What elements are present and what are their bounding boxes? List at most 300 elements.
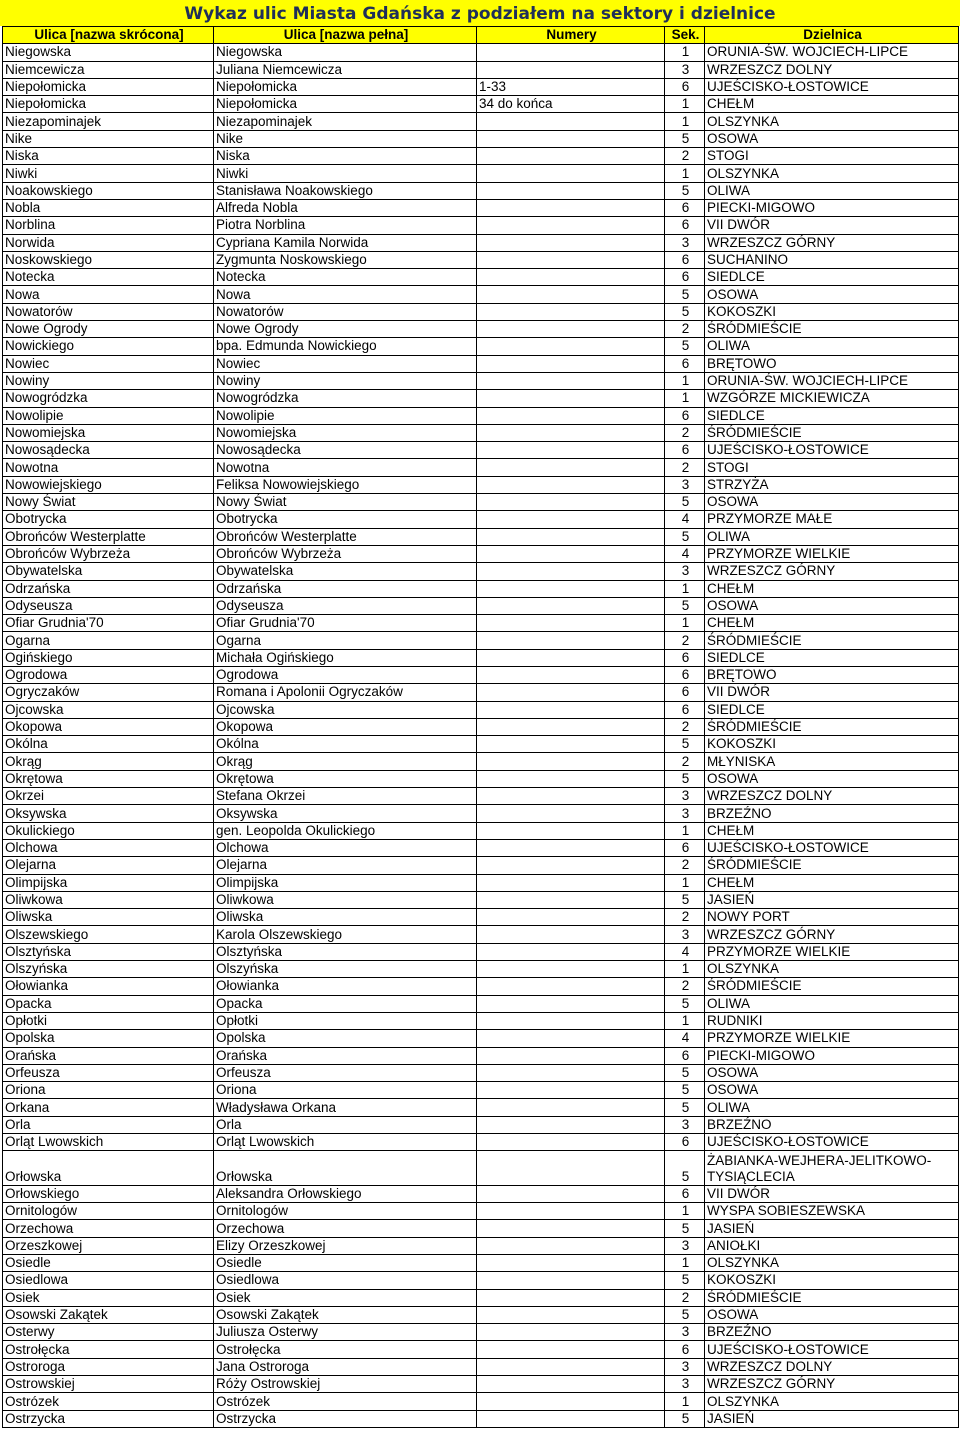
table-row xyxy=(3,1324,959,1341)
sector-number: 3 xyxy=(665,1358,705,1375)
street-short-name: Orkana xyxy=(3,1099,214,1116)
street-short-name: Nowogródzka xyxy=(3,390,214,407)
table-row xyxy=(3,978,959,995)
sector-number: 5 xyxy=(665,1064,705,1081)
street-full-name: Ogarna xyxy=(214,632,477,649)
street-short-name: Niegowska xyxy=(3,44,214,61)
house-numbers xyxy=(477,1410,665,1427)
table-row xyxy=(3,476,959,493)
street-full-name: gen. Leopolda Okulickiego xyxy=(214,822,477,839)
street-short-name: Ostrózek xyxy=(3,1393,214,1410)
table-row xyxy=(3,961,959,978)
street-short-name: Niska xyxy=(3,148,214,165)
house-numbers xyxy=(477,1393,665,1410)
street-full-name: Orłowska xyxy=(214,1151,477,1186)
table-row xyxy=(3,1410,959,1427)
district-name: OSOWA xyxy=(705,286,959,303)
house-numbers xyxy=(477,822,665,839)
district-name: ŚRÓDMIEŚCIE xyxy=(705,1289,959,1306)
table-row xyxy=(3,615,959,632)
street-full-name: Władysława Orkana xyxy=(214,1099,477,1116)
district-name: WRZESZCZ DOLNY xyxy=(705,788,959,805)
district-name: UJEŚCISKO-ŁOSTOWICE xyxy=(705,1134,959,1151)
street-short-name: Nowiny xyxy=(3,372,214,389)
street-short-name: Orłowskiego xyxy=(3,1185,214,1202)
sector-number: 2 xyxy=(665,148,705,165)
page-title: Wykaz ulic Miasta Gdańska z podziałem na sektory i dzielnice xyxy=(0,0,960,26)
street-short-name: Oriona xyxy=(3,1082,214,1099)
sector-number: 6 xyxy=(665,1341,705,1358)
sector-number: 6 xyxy=(665,269,705,286)
sector-number: 2 xyxy=(665,978,705,995)
street-full-name: Nowiny xyxy=(214,372,477,389)
house-numbers xyxy=(477,113,665,130)
district-name: OSOWA xyxy=(705,494,959,511)
street-full-name: Nowogródzka xyxy=(214,390,477,407)
house-numbers xyxy=(477,1116,665,1133)
sector-number: 5 xyxy=(665,736,705,753)
street-short-name: Okulickiego xyxy=(3,822,214,839)
sector-number: 1 xyxy=(665,961,705,978)
house-numbers xyxy=(477,338,665,355)
sector-number: 2 xyxy=(665,1289,705,1306)
sector-number: 2 xyxy=(665,459,705,476)
table-row xyxy=(3,822,959,839)
street-short-name: Ogarna xyxy=(3,632,214,649)
sector-number: 5 xyxy=(665,1220,705,1237)
district-name: CHEŁM xyxy=(705,96,959,113)
street-full-name: Ogrodowa xyxy=(214,666,477,683)
house-numbers xyxy=(477,1289,665,1306)
house-numbers xyxy=(477,1047,665,1064)
street-full-name: Notecka xyxy=(214,269,477,286)
sector-number: 6 xyxy=(665,217,705,234)
sector-number: 3 xyxy=(665,61,705,78)
district-name: OLIWA xyxy=(705,528,959,545)
district-name: PRZYMORZE MAŁE xyxy=(705,511,959,528)
sector-number: 6 xyxy=(665,407,705,424)
street-short-name: Obrońców Wybrzeża xyxy=(3,545,214,562)
street-full-name: bpa. Edmunda Nowickiego xyxy=(214,338,477,355)
table-row xyxy=(3,1254,959,1271)
district-name: ORUNIA-ŚW. WOJCIECH-LIPCE xyxy=(705,372,959,389)
sector-number: 5 xyxy=(665,1272,705,1289)
table-row xyxy=(3,182,959,199)
sector-number: 1 xyxy=(665,822,705,839)
district-name: STOGI xyxy=(705,459,959,476)
sector-number: 5 xyxy=(665,597,705,614)
district-name: PRZYMORZE WIELKIE xyxy=(705,545,959,562)
table-row xyxy=(3,874,959,891)
table-row xyxy=(3,528,959,545)
table-row xyxy=(3,1151,959,1186)
header-district: Dzielnica xyxy=(705,27,959,44)
district-name: OSOWA xyxy=(705,1306,959,1323)
street-short-name: Olszewskiego xyxy=(3,926,214,943)
street-full-name: Orląt Lwowskich xyxy=(214,1134,477,1151)
street-full-name: Ostrzycka xyxy=(214,1410,477,1427)
table-row xyxy=(3,321,959,338)
street-full-name: Nowe Ogrody xyxy=(214,321,477,338)
district-name: OLIWA xyxy=(705,995,959,1012)
street-short-name: Ogryczaków xyxy=(3,684,214,701)
sector-number: 3 xyxy=(665,1116,705,1133)
table-row xyxy=(3,891,959,908)
house-numbers xyxy=(477,321,665,338)
district-name: WRZESZCZ DOLNY xyxy=(705,61,959,78)
house-numbers xyxy=(477,494,665,511)
house-numbers xyxy=(477,563,665,580)
street-short-name: Ofiar Grudnia'70 xyxy=(3,615,214,632)
street-full-name: Niezapominajek xyxy=(214,113,477,130)
table-row xyxy=(3,44,959,61)
district-name: WRZESZCZ GÓRNY xyxy=(705,1376,959,1393)
street-short-name: Ogińskiego xyxy=(3,649,214,666)
house-numbers xyxy=(477,1306,665,1323)
house-numbers xyxy=(477,805,665,822)
street-short-name: Nowomiejska xyxy=(3,424,214,441)
street-short-name: Osiek xyxy=(3,1289,214,1306)
street-full-name: Nowomiejska xyxy=(214,424,477,441)
house-numbers xyxy=(477,995,665,1012)
district-name: OLSZYNKA xyxy=(705,961,959,978)
house-numbers xyxy=(477,961,665,978)
street-full-name: Okólna xyxy=(214,736,477,753)
street-short-name: Noskowskiego xyxy=(3,251,214,268)
sector-number: 6 xyxy=(665,684,705,701)
table-row xyxy=(3,355,959,372)
district-name: BRZEŹNO xyxy=(705,1324,959,1341)
district-name: STOGI xyxy=(705,148,959,165)
street-full-name: Niwki xyxy=(214,165,477,182)
house-numbers xyxy=(477,1254,665,1271)
table-row xyxy=(3,1099,959,1116)
district-name: MŁYNISKA xyxy=(705,753,959,770)
street-short-name: Nobla xyxy=(3,199,214,216)
district-name: KOKOSZKI xyxy=(705,303,959,320)
district-name: KOKOSZKI xyxy=(705,1272,959,1289)
district-name: VII DWÓR xyxy=(705,684,959,701)
table-row xyxy=(3,1012,959,1029)
sector-number: 2 xyxy=(665,909,705,926)
house-numbers xyxy=(477,684,665,701)
house-numbers xyxy=(477,857,665,874)
street-full-name: Obrońców Wybrzeża xyxy=(214,545,477,562)
house-numbers xyxy=(477,1099,665,1116)
sector-number: 2 xyxy=(665,321,705,338)
street-full-name: Okopowa xyxy=(214,718,477,735)
house-numbers xyxy=(477,269,665,286)
sector-number: 2 xyxy=(665,632,705,649)
table-row xyxy=(3,926,959,943)
district-name: JASIEŃ xyxy=(705,1220,959,1237)
sector-number: 1 xyxy=(665,615,705,632)
table-row xyxy=(3,563,959,580)
district-name: CHEŁM xyxy=(705,580,959,597)
district-name: ŻABIANKA-WEJHERA-JELITKOWO-TYSIĄCLECIA xyxy=(705,1151,959,1186)
street-full-name: Odrzańska xyxy=(214,580,477,597)
house-numbers xyxy=(477,666,665,683)
house-numbers xyxy=(477,355,665,372)
table-row xyxy=(3,338,959,355)
street-full-name: Opacka xyxy=(214,995,477,1012)
sector-number: 5 xyxy=(665,303,705,320)
sector-number: 5 xyxy=(665,1082,705,1099)
sector-number: 1 xyxy=(665,372,705,389)
header-numbers: Numery xyxy=(477,27,665,44)
street-full-name: Olchowa xyxy=(214,839,477,856)
street-full-name: Oksywska xyxy=(214,805,477,822)
table-row xyxy=(3,390,959,407)
street-short-name: Norwida xyxy=(3,234,214,251)
house-numbers xyxy=(477,1151,665,1186)
district-name: WRZESZCZ GÓRNY xyxy=(705,926,959,943)
sector-number: 2 xyxy=(665,753,705,770)
table-row xyxy=(3,597,959,614)
sector-number: 6 xyxy=(665,199,705,216)
street-short-name: Okólna xyxy=(3,736,214,753)
sector-number: 1 xyxy=(665,165,705,182)
street-short-name: Ostrołęcka xyxy=(3,1341,214,1358)
sector-number: 1 xyxy=(665,1203,705,1220)
sector-number: 1 xyxy=(665,390,705,407)
house-numbers xyxy=(477,1358,665,1375)
district-name: OSOWA xyxy=(705,1082,959,1099)
street-short-name: Ornitologów xyxy=(3,1203,214,1220)
street-short-name: Orfeusza xyxy=(3,1064,214,1081)
table-row xyxy=(3,1030,959,1047)
street-short-name: Nowy Świat xyxy=(3,494,214,511)
header-full-name: Ulica [nazwa pełna] xyxy=(214,27,477,44)
house-numbers xyxy=(477,251,665,268)
house-numbers xyxy=(477,1064,665,1081)
street-short-name: Orłowska xyxy=(3,1151,214,1186)
table-row xyxy=(3,1082,959,1099)
table-row xyxy=(3,286,959,303)
street-short-name: Notecka xyxy=(3,269,214,286)
table-row xyxy=(3,995,959,1012)
house-numbers xyxy=(477,407,665,424)
street-full-name: Nowiec xyxy=(214,355,477,372)
table-row xyxy=(3,459,959,476)
table-row xyxy=(3,96,959,113)
table-row xyxy=(3,1358,959,1375)
street-short-name: Opłotki xyxy=(3,1012,214,1029)
district-name: SIEDLCE xyxy=(705,407,959,424)
street-full-name: Romana i Apolonii Ogryczaków xyxy=(214,684,477,701)
table-row xyxy=(3,372,959,389)
street-short-name: Osiedle xyxy=(3,1254,214,1271)
district-name: OLIWA xyxy=(705,338,959,355)
district-name: OLSZYNKA xyxy=(705,165,959,182)
table-row xyxy=(3,113,959,130)
table-row xyxy=(3,1306,959,1323)
street-short-name: Nowotna xyxy=(3,459,214,476)
street-full-name: Nowosądecka xyxy=(214,442,477,459)
street-full-name: Orzechowa xyxy=(214,1220,477,1237)
street-full-name: Nowy Świat xyxy=(214,494,477,511)
street-full-name: Nike xyxy=(214,130,477,147)
table-row xyxy=(3,1064,959,1081)
house-numbers xyxy=(477,978,665,995)
street-full-name: Orfeusza xyxy=(214,1064,477,1081)
street-short-name: Opolska xyxy=(3,1030,214,1047)
street-full-name: Orla xyxy=(214,1116,477,1133)
street-full-name: Orańska xyxy=(214,1047,477,1064)
district-name: VII DWÓR xyxy=(705,1185,959,1202)
street-short-name: Nowe Ogrody xyxy=(3,321,214,338)
house-numbers xyxy=(477,891,665,908)
street-full-name: Jana Ostroroga xyxy=(214,1358,477,1375)
sector-number: 5 xyxy=(665,1151,705,1186)
street-full-name: Ołowianka xyxy=(214,978,477,995)
street-short-name: Oliwkowa xyxy=(3,891,214,908)
district-name: BRZEŹNO xyxy=(705,805,959,822)
district-name: JASIEŃ xyxy=(705,1410,959,1427)
district-name: CHEŁM xyxy=(705,822,959,839)
sector-number: 5 xyxy=(665,1410,705,1427)
street-short-name: Orląt Lwowskich xyxy=(3,1134,214,1151)
house-numbers xyxy=(477,459,665,476)
sector-number: 6 xyxy=(665,251,705,268)
sector-number: 1 xyxy=(665,1393,705,1410)
district-name: UJEŚCISKO-ŁOSTOWICE xyxy=(705,1341,959,1358)
sector-number: 1 xyxy=(665,1012,705,1029)
sector-number: 6 xyxy=(665,649,705,666)
street-full-name: Ostrózek xyxy=(214,1393,477,1410)
sector-number: 2 xyxy=(665,424,705,441)
street-full-name: Olsztyńska xyxy=(214,943,477,960)
street-full-name: Niepołomicka xyxy=(214,96,477,113)
sector-number: 5 xyxy=(665,182,705,199)
district-name: WZGÓRZE MICKIEWICZA xyxy=(705,390,959,407)
house-numbers xyxy=(477,788,665,805)
district-name: OLSZYNKA xyxy=(705,1254,959,1271)
street-short-name: Obotrycka xyxy=(3,511,214,528)
street-short-name: Norblina xyxy=(3,217,214,234)
header-short-name: Ulica [nazwa skrócona] xyxy=(3,27,214,44)
house-numbers xyxy=(477,130,665,147)
table-row xyxy=(3,1203,959,1220)
table-row xyxy=(3,580,959,597)
house-numbers xyxy=(477,528,665,545)
sector-number: 3 xyxy=(665,926,705,943)
table-row xyxy=(3,165,959,182)
street-full-name: Olejarna xyxy=(214,857,477,874)
district-name: OLIWA xyxy=(705,182,959,199)
table-row xyxy=(3,494,959,511)
district-name: BRĘTOWO xyxy=(705,666,959,683)
street-short-name: Osiedlowa xyxy=(3,1272,214,1289)
sector-number: 5 xyxy=(665,891,705,908)
district-name: OSOWA xyxy=(705,770,959,787)
sector-number: 5 xyxy=(665,286,705,303)
street-full-name: Cypriana Kamila Norwida xyxy=(214,234,477,251)
sector-number: 6 xyxy=(665,839,705,856)
house-numbers: 34 do końca xyxy=(477,96,665,113)
sector-number: 5 xyxy=(665,528,705,545)
street-full-name: Ojcowska xyxy=(214,701,477,718)
table-row xyxy=(3,632,959,649)
house-numbers xyxy=(477,511,665,528)
street-full-name: Feliksa Nowowiejskiego xyxy=(214,476,477,493)
sector-number: 1 xyxy=(665,1254,705,1271)
street-short-name: Noakowskiego xyxy=(3,182,214,199)
table-row xyxy=(3,545,959,562)
district-name: WRZESZCZ DOLNY xyxy=(705,1358,959,1375)
table-row xyxy=(3,1393,959,1410)
street-full-name: Niska xyxy=(214,148,477,165)
house-numbers xyxy=(477,199,665,216)
table-row xyxy=(3,61,959,78)
street-short-name: Odyseusza xyxy=(3,597,214,614)
sector-number: 1 xyxy=(665,874,705,891)
sector-number: 6 xyxy=(665,442,705,459)
street-short-name: Ojcowska xyxy=(3,701,214,718)
district-name: WYSPA SOBIESZEWSKA xyxy=(705,1203,959,1220)
street-full-name: Opłotki xyxy=(214,1012,477,1029)
street-full-name: Ofiar Grudnia'70 xyxy=(214,615,477,632)
street-short-name: Ostrowskiej xyxy=(3,1376,214,1393)
street-full-name: Piotra Norblina xyxy=(214,217,477,234)
street-short-name: Osterwy xyxy=(3,1324,214,1341)
street-full-name: Okrąg xyxy=(214,753,477,770)
house-numbers xyxy=(477,234,665,251)
street-short-name: Orzechowa xyxy=(3,1220,214,1237)
house-numbers xyxy=(477,1012,665,1029)
street-full-name: Ornitologów xyxy=(214,1203,477,1220)
table-row xyxy=(3,251,959,268)
house-numbers xyxy=(477,390,665,407)
street-short-name: Okrzei xyxy=(3,788,214,805)
district-name: UJEŚCISKO-ŁOSTOWICE xyxy=(705,839,959,856)
house-numbers xyxy=(477,718,665,735)
street-short-name: Okrętowa xyxy=(3,770,214,787)
house-numbers xyxy=(477,580,665,597)
house-numbers xyxy=(477,597,665,614)
sector-number: 4 xyxy=(665,943,705,960)
house-numbers xyxy=(477,615,665,632)
district-name: CHEŁM xyxy=(705,874,959,891)
table-row xyxy=(3,511,959,528)
district-name: ORUNIA-ŚW. WOJCIECH-LIPCE xyxy=(705,44,959,61)
house-numbers xyxy=(477,44,665,61)
street-short-name: Orla xyxy=(3,1116,214,1133)
street-full-name: Juliusza Osterwy xyxy=(214,1324,477,1341)
table-row xyxy=(3,407,959,424)
street-full-name: Obywatelska xyxy=(214,563,477,580)
sector-number: 2 xyxy=(665,857,705,874)
street-short-name: Niwki xyxy=(3,165,214,182)
district-name: ŚRÓDMIEŚCIE xyxy=(705,978,959,995)
table-row xyxy=(3,1220,959,1237)
street-full-name: Oliwkowa xyxy=(214,891,477,908)
district-name: BRĘTOWO xyxy=(705,355,959,372)
street-full-name: Okrętowa xyxy=(214,770,477,787)
table-row xyxy=(3,909,959,926)
street-short-name: Ogrodowa xyxy=(3,666,214,683)
house-numbers xyxy=(477,286,665,303)
street-short-name: Ołowianka xyxy=(3,978,214,995)
district-name: UJEŚCISKO-ŁOSTOWICE xyxy=(705,442,959,459)
street-full-name: Zygmunta Noskowskiego xyxy=(214,251,477,268)
street-short-name: Orzeszkowej xyxy=(3,1237,214,1254)
table-row xyxy=(3,78,959,95)
table-row xyxy=(3,1134,959,1151)
street-full-name: Obotrycka xyxy=(214,511,477,528)
table-row xyxy=(3,303,959,320)
house-numbers xyxy=(477,545,665,562)
